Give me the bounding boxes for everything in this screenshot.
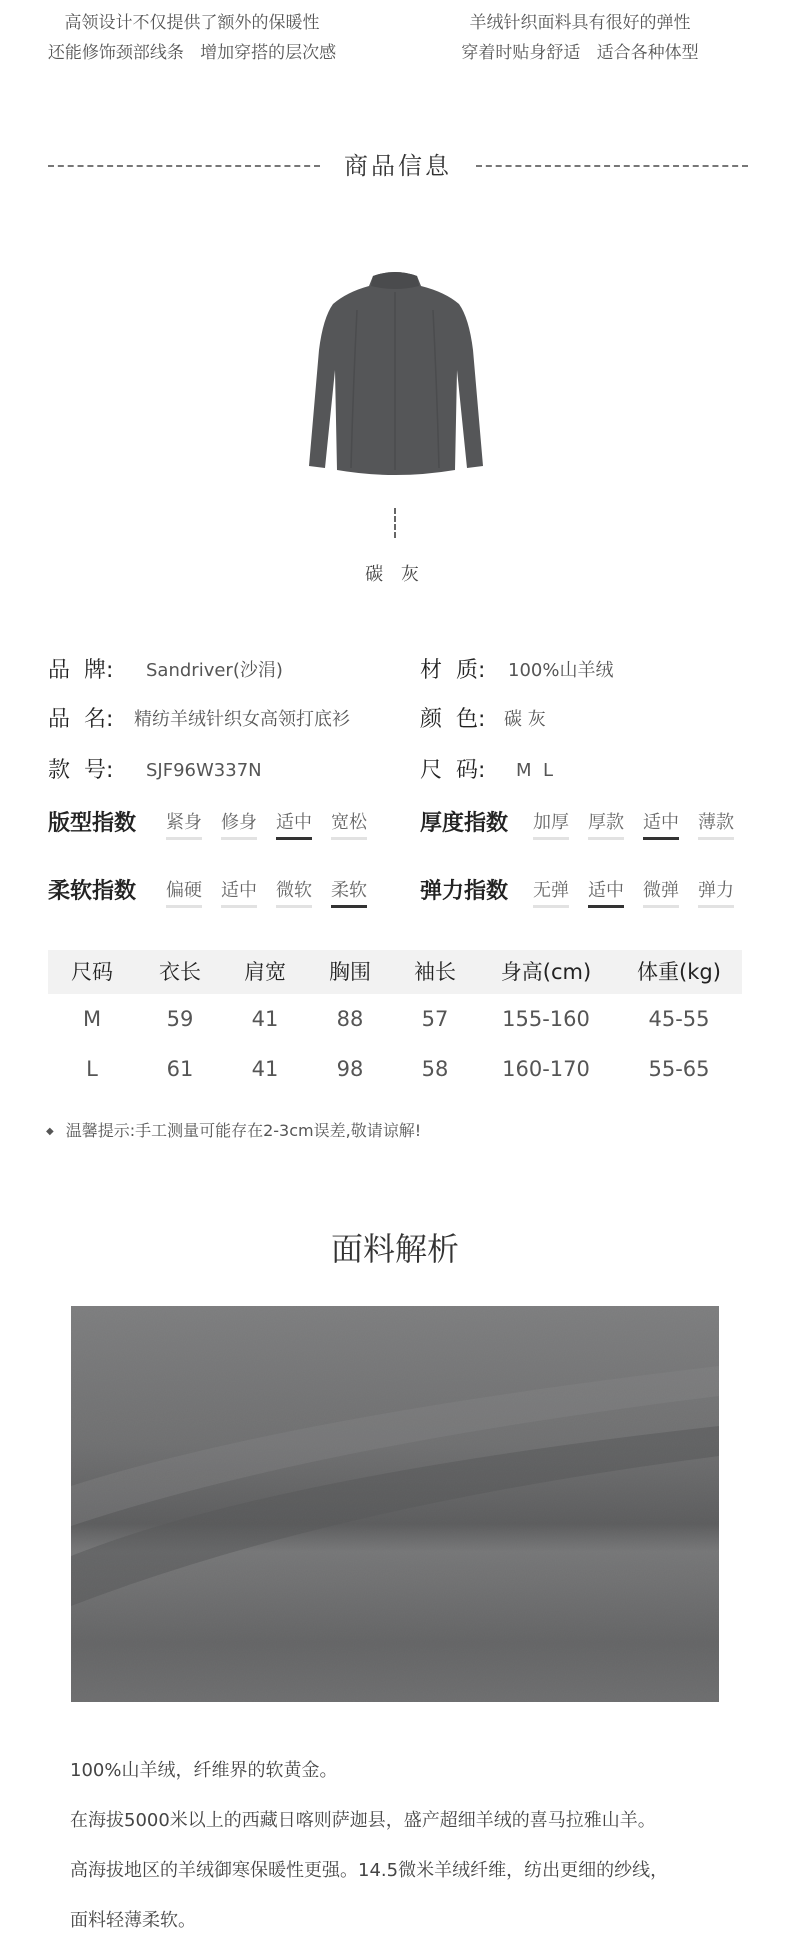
header-cell: 体重(kg) (637, 960, 721, 984)
table-row (48, 1044, 742, 1094)
elasticity-index-label: 弹力指数 (420, 879, 509, 904)
size-value: M L (516, 760, 554, 781)
sweater-illustration (297, 270, 493, 480)
table-cell: 41 (251, 1007, 279, 1031)
thickness-option: 厚款 (588, 810, 624, 836)
table-cell: 88 (336, 1007, 364, 1031)
header-cell: 袖长 (414, 960, 456, 984)
color-value: 碳 灰 (504, 709, 546, 730)
intro-left (12, 8, 372, 68)
header-cell: 尺码 (71, 960, 113, 984)
table-cell: 98 (336, 1057, 364, 1081)
heading-divider-left (48, 165, 320, 167)
material-value: 100%山羊绒 (508, 660, 614, 681)
table-cell: 57 (421, 1007, 449, 1031)
index-softness (48, 874, 388, 910)
header-cell: 肩宽 (244, 960, 286, 984)
fabric-closeup-image (71, 1306, 719, 1702)
size-table-header (48, 950, 742, 994)
intro-left-line-1: 高领设计不仅提供了额外的保暖性 (64, 13, 320, 33)
softness-option: 适中 (221, 878, 257, 904)
table-cell: 41 (251, 1057, 279, 1081)
sweater-body (309, 272, 483, 475)
info-style-no (48, 756, 408, 786)
index-thickness (420, 806, 760, 842)
table-cell: 58 (421, 1057, 449, 1081)
table-cell: 45-55 (648, 1007, 710, 1031)
table-cell: 61 (166, 1057, 194, 1081)
table-cell: 155-160 (502, 1007, 590, 1031)
table-cell: L (86, 1057, 98, 1081)
fit-option: 适中 (276, 810, 312, 836)
info-color (420, 705, 760, 735)
header-cell: 衣长 (159, 960, 201, 984)
section-title: 商品信息 (344, 152, 452, 180)
fabric-section-title: 面料解析 (330, 1230, 459, 1268)
thickness-option: 薄款 (698, 810, 734, 836)
style-no-value: SJF96W337N (146, 760, 262, 781)
fabric-texture (71, 1306, 719, 1702)
fit-option: 紧身 (166, 810, 202, 836)
intro-right-line-1: 羊绒针织面料具有很好的弹性 (469, 13, 691, 33)
elasticity-option: 微弹 (643, 878, 679, 904)
fabric-desc-line-2: 在海拔5000米以上的西藏日喀则萨迦县，盛产超细羊绒的喜马拉雅山羊。 (70, 1810, 656, 1831)
intro-left-line-2: 还能修饰颈部线条 增加穿搭的层次感 (47, 43, 337, 63)
fabric-desc-line-1: 100%山羊绒，纤维界的软黄金。 (70, 1760, 338, 1781)
thickness-option: 适中 (643, 810, 679, 836)
softness-index-label: 柔软指数 (48, 879, 137, 904)
header-cell: 身高(cm) (500, 960, 592, 984)
fit-option: 修身 (221, 810, 257, 836)
intro-text (0, 8, 790, 68)
info-name (48, 705, 408, 735)
info-material (420, 656, 760, 686)
intro-right-line-2: 穿着时贴身舒适 适合各种体型 (461, 43, 699, 63)
sweater-collar (371, 272, 419, 289)
softness-option: 微软 (276, 878, 312, 904)
vertical-dashed-connector (394, 508, 396, 538)
fabric-desc-line-3: 高海拔地区的羊绒御寒保暖性更强。14.5微米羊绒纤维，纺出更细的纱线， (70, 1860, 669, 1881)
section-heading (48, 148, 748, 184)
elasticity-option: 弹力 (698, 878, 734, 904)
table-cell: 55-65 (648, 1057, 710, 1081)
header-cell: 胸围 (329, 960, 371, 984)
style-no-label: 款 号: (48, 758, 114, 783)
size-label: 尺 码: (420, 758, 486, 783)
index-fit (48, 806, 388, 842)
brand-value: Sandriver(沙涓) (146, 660, 283, 681)
color-field-label: 颜 色: (420, 707, 486, 732)
table-cell: M (82, 1007, 102, 1031)
measurement-tip (46, 1118, 421, 1141)
index-elasticity (420, 874, 760, 910)
softness-option: 柔软 (331, 878, 367, 904)
fit-option: 宽松 (331, 810, 367, 836)
intro-right (400, 8, 760, 68)
name-value: 精纺羊绒针织女高领打底衫 (134, 709, 350, 730)
thickness-option: 加厚 (533, 810, 569, 836)
fabric-desc-line-4: 面料轻薄柔软。 (70, 1910, 196, 1931)
elasticity-option: 无弹 (533, 878, 569, 904)
size-table (48, 950, 742, 1094)
table-cell: 59 (166, 1007, 194, 1031)
thickness-index-label: 厚度指数 (420, 811, 509, 836)
elasticity-option: 适中 (588, 878, 624, 904)
info-brand (48, 656, 408, 686)
brand-label: 品 牌: (48, 658, 114, 683)
table-cell: 160-170 (502, 1057, 590, 1081)
product-image (297, 270, 493, 480)
softness-option: 偏硬 (166, 878, 202, 904)
name-label: 品 名: (48, 707, 114, 732)
table-row (48, 994, 742, 1044)
diamond-bullet-icon: ◆ (46, 1126, 54, 1137)
material-label: 材 质: (420, 658, 486, 683)
info-size (420, 756, 760, 786)
heading-divider-right (476, 165, 748, 167)
fit-index-label: 版型指数 (48, 811, 137, 836)
tip-text: 温馨提示:手工测量可能存在2-3cm误差,敬请谅解! (65, 1121, 422, 1140)
color-label: 碳 灰 (365, 564, 425, 585)
